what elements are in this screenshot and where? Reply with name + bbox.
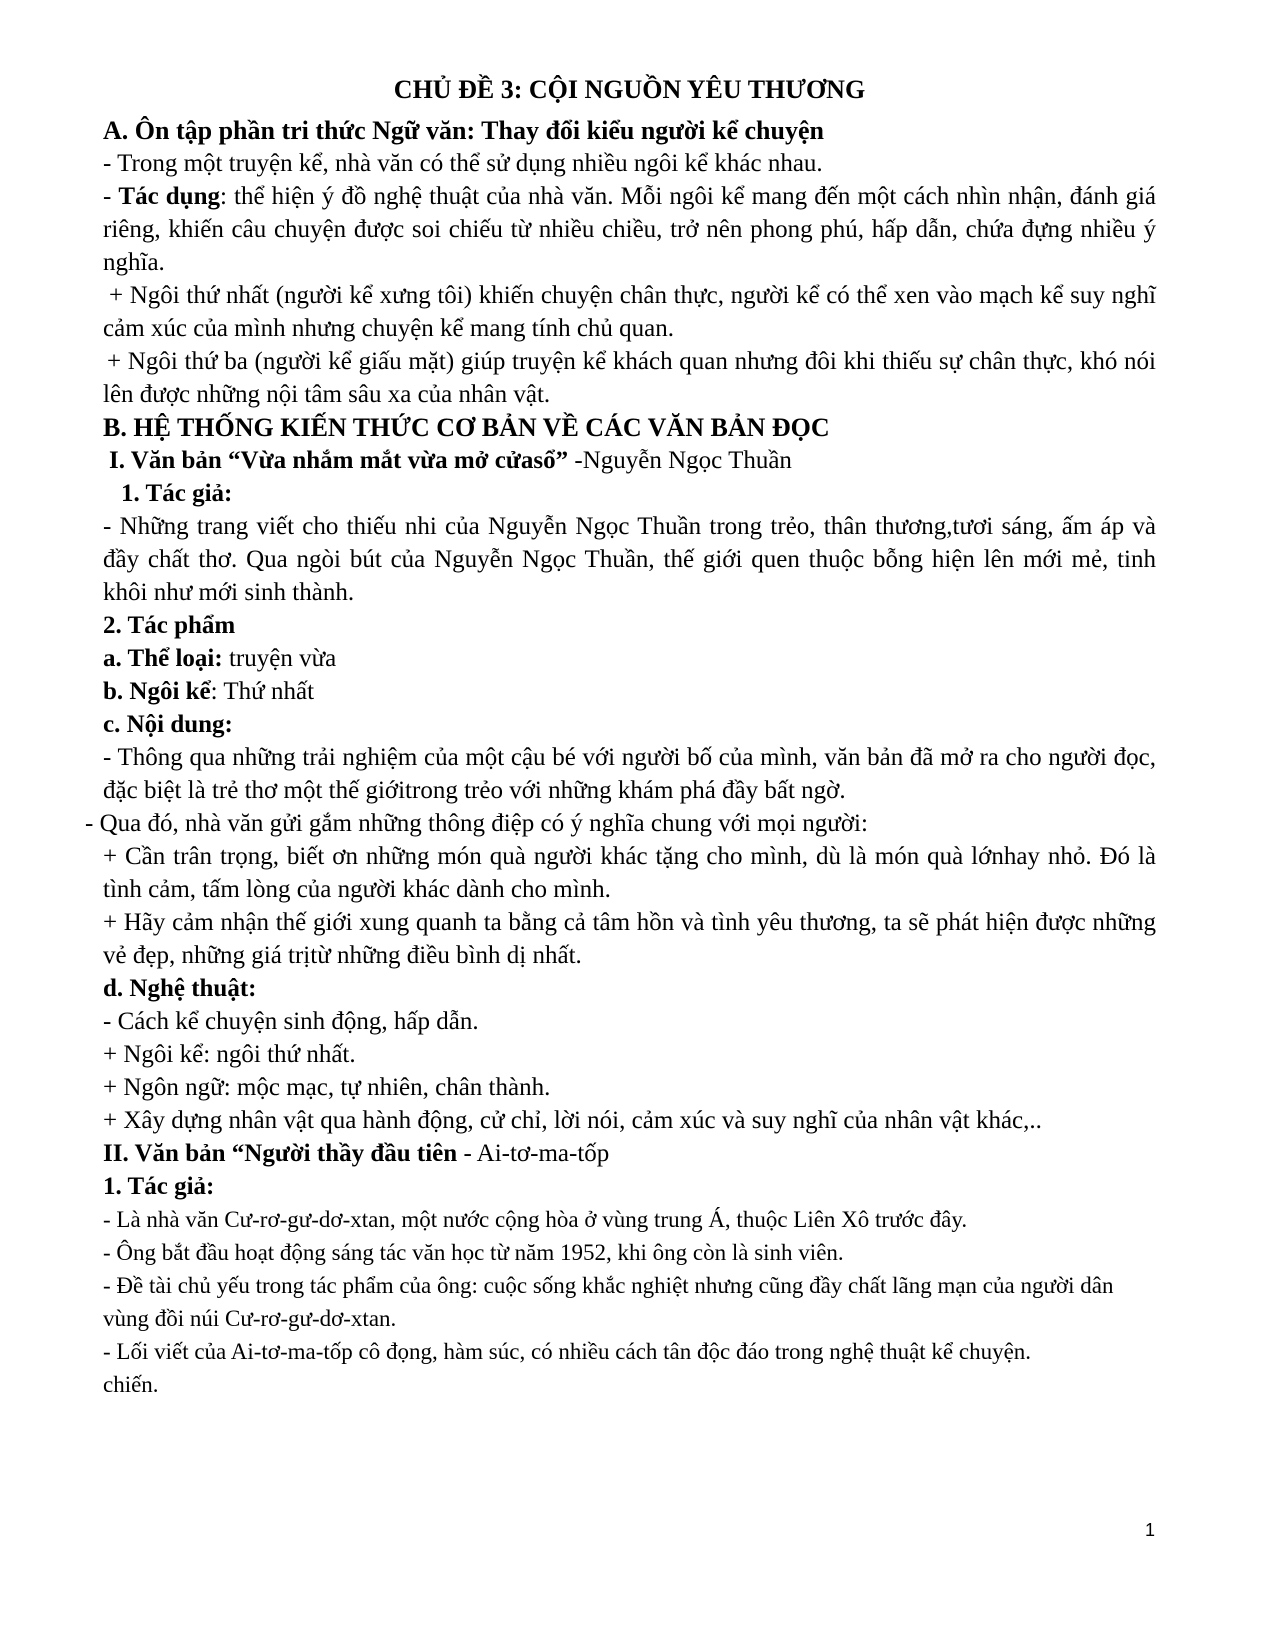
section-a-paragraph-2 — [103, 180, 1156, 279]
section-a-paragraph-1: - Trong một truyện kể, nhà văn có thể sử dụng nhiều ngôi kể khác nhau. — [103, 150, 823, 177]
part-1-author-text: - Những trang viết cho thiếu nhi của Nguyễn Ngọc Thuần trong trẻo, thân thương,tươi sáng, ấm áp và đầy chất thơ. Qua ngòi bút của Nguyễn Ngọc Thuần, thế giới quen thuộc bỗng hiện lên mới mẻ, tinh khôi như mới sinh thành. — [103, 513, 1156, 606]
genre-label: a. Thể loại: — [103, 645, 223, 672]
document-body — [85, 72, 1157, 1401]
page-number: 1 — [1144, 1520, 1155, 1540]
part-1-content-heading: c. Nội dung: — [103, 711, 233, 738]
effect-text: : thể hiện ý đồ nghệ thuật của nhà văn. Mỗi ngôi kể mang đến một cách nhìn nhận, đánh giá riêng, khiến câu chuyện được soi chiếu từ nhiều chiều, trở nên phong phú, hấp dẫn, chứa đựng nhiều ý nghĩa. — [103, 183, 1157, 276]
section-a-heading: A. Ôn tập phần tri thức Ngữ văn: Thay đổi kiểu người kể chuyện — [103, 116, 824, 145]
narration-value: : Thứ nhất — [210, 678, 315, 705]
part-1-author-heading: 1. Tác giả: — [121, 480, 233, 507]
part-1-narration — [103, 675, 1156, 708]
part-1-genre — [103, 642, 1156, 675]
part-1-content-2: - Qua đó, nhà văn gửi gắm những thông điệp có ý nghĩa chung với mọi người: — [85, 810, 868, 837]
part-1-art-2: + Ngôi kể: ngôi thứ nhất. — [103, 1041, 356, 1068]
part-2-author-heading: 1. Tác giả: — [103, 1173, 215, 1200]
narration-label: b. Ngôi kể — [103, 678, 211, 705]
part-1-work-heading: 2. Tác phẩm — [103, 612, 236, 639]
part-2-author-1: - Là nhà văn Cư-rơ-gư-dơ-xtan, một nước cộng hòa ở vùng trung Á, thuộc Liên Xô trước đây. — [103, 1207, 968, 1232]
section-b-heading: B. HỆ THỐNG KIẾN THỨC CƠ BẢN VỀ CÁC VĂN BẢN ĐỌC — [103, 413, 830, 442]
part-1-art-4: + Xây dựng nhân vật qua hành động, cử chỉ, lời nói, cảm xúc và suy nghĩ của nhân vật khác,.. — [103, 1107, 1042, 1134]
part-1-heading — [103, 444, 1156, 477]
part-1-content-1: - Thông qua những trải nghiệm của một cậu bé với người bố của mình, văn bản đã mở ra cho người đọc, đặc biệt là trẻ thơ một thế giớitrong trẻo với những khám phá đầy bất ngờ. — [103, 744, 1156, 804]
part-2-title: II. Văn bản “Người thầy đầu tiên — [103, 1140, 458, 1167]
part-2-author-4: - Lối viết của Ai-tơ-ma-tốp cô đọng, hàm súc, có nhiều cách tân độc đáo trong nghệ thuật kể chuyện. — [103, 1339, 1032, 1364]
part-2-author-2: - Ông bắt đầu hoạt động sáng tác văn học từ năm 1952, khi ông còn là sinh viên. — [103, 1240, 844, 1265]
page-title: CHỦ ĐỀ 3: CỘI NGUỒN YÊU THƯƠNG — [393, 75, 866, 104]
part-1-art-heading: d. Nghệ thuật: — [103, 975, 257, 1002]
part-1-content-4: + Hãy cảm nhận thế giới xung quanh ta bằng cả tâm hồn và tình yêu thương, ta sẽ phát hiện được những vẻ đẹp, những giá trịtừ những điều bình dị nhất. — [103, 909, 1156, 969]
part-1-author-name: -Nguyễn Ngọc Thuần — [568, 447, 792, 474]
section-a-paragraph-3: + Ngôi thứ nhất (người kể xưng tôi) khiến chuyện chân thực, người kể có thể xen vào mạch kể suy nghĩ cảm xúc của mình nhưng chuyện kể mang tính chủ quan. — [103, 282, 1156, 342]
part-1-art-1: - Cách kể chuyện sinh động, hấp dẫn. — [103, 1008, 479, 1035]
part-2-author-5: chiến. — [103, 1372, 159, 1397]
part-2-author-name: - Ai-tơ-ma-tốp — [457, 1140, 610, 1167]
part-1-art-3: + Ngôn ngữ: mộc mạc, tự nhiên, chân thành. — [103, 1074, 551, 1101]
part-1-title: I. Văn bản “Vừa nhắm mắt vừa mở cửasổ” — [109, 447, 569, 474]
part-2-author-3: - Đề tài chủ yếu trong tác phẩm của ông: cuộc sống khắc nghiệt nhưng cũng đầy chất lãng mạn của người dân vùng đồi núi Cư-rơ-gư-dơ-xtan. — [103, 1273, 1114, 1331]
part-2-heading — [103, 1137, 1156, 1170]
genre-value: truyện vừa — [222, 645, 337, 672]
part-1-content-3: + Cần trân trọng, biết ơn những món quà người khác tặng cho mình, dù là món quà lớnhay nhỏ. Đó là tình cảm, tấm lòng của người khác dành cho mình. — [103, 843, 1156, 903]
effect-label: Tác dụng — [118, 183, 220, 210]
section-a-paragraph-4: + Ngôi thứ ba (người kể giấu mặt) giúp truyện kể khách quan nhưng đôi khi thiếu sự chân thực, khó nói lên được những nội tâm sâu xa của nhân vật. — [103, 348, 1156, 408]
dash: - — [103, 183, 119, 210]
